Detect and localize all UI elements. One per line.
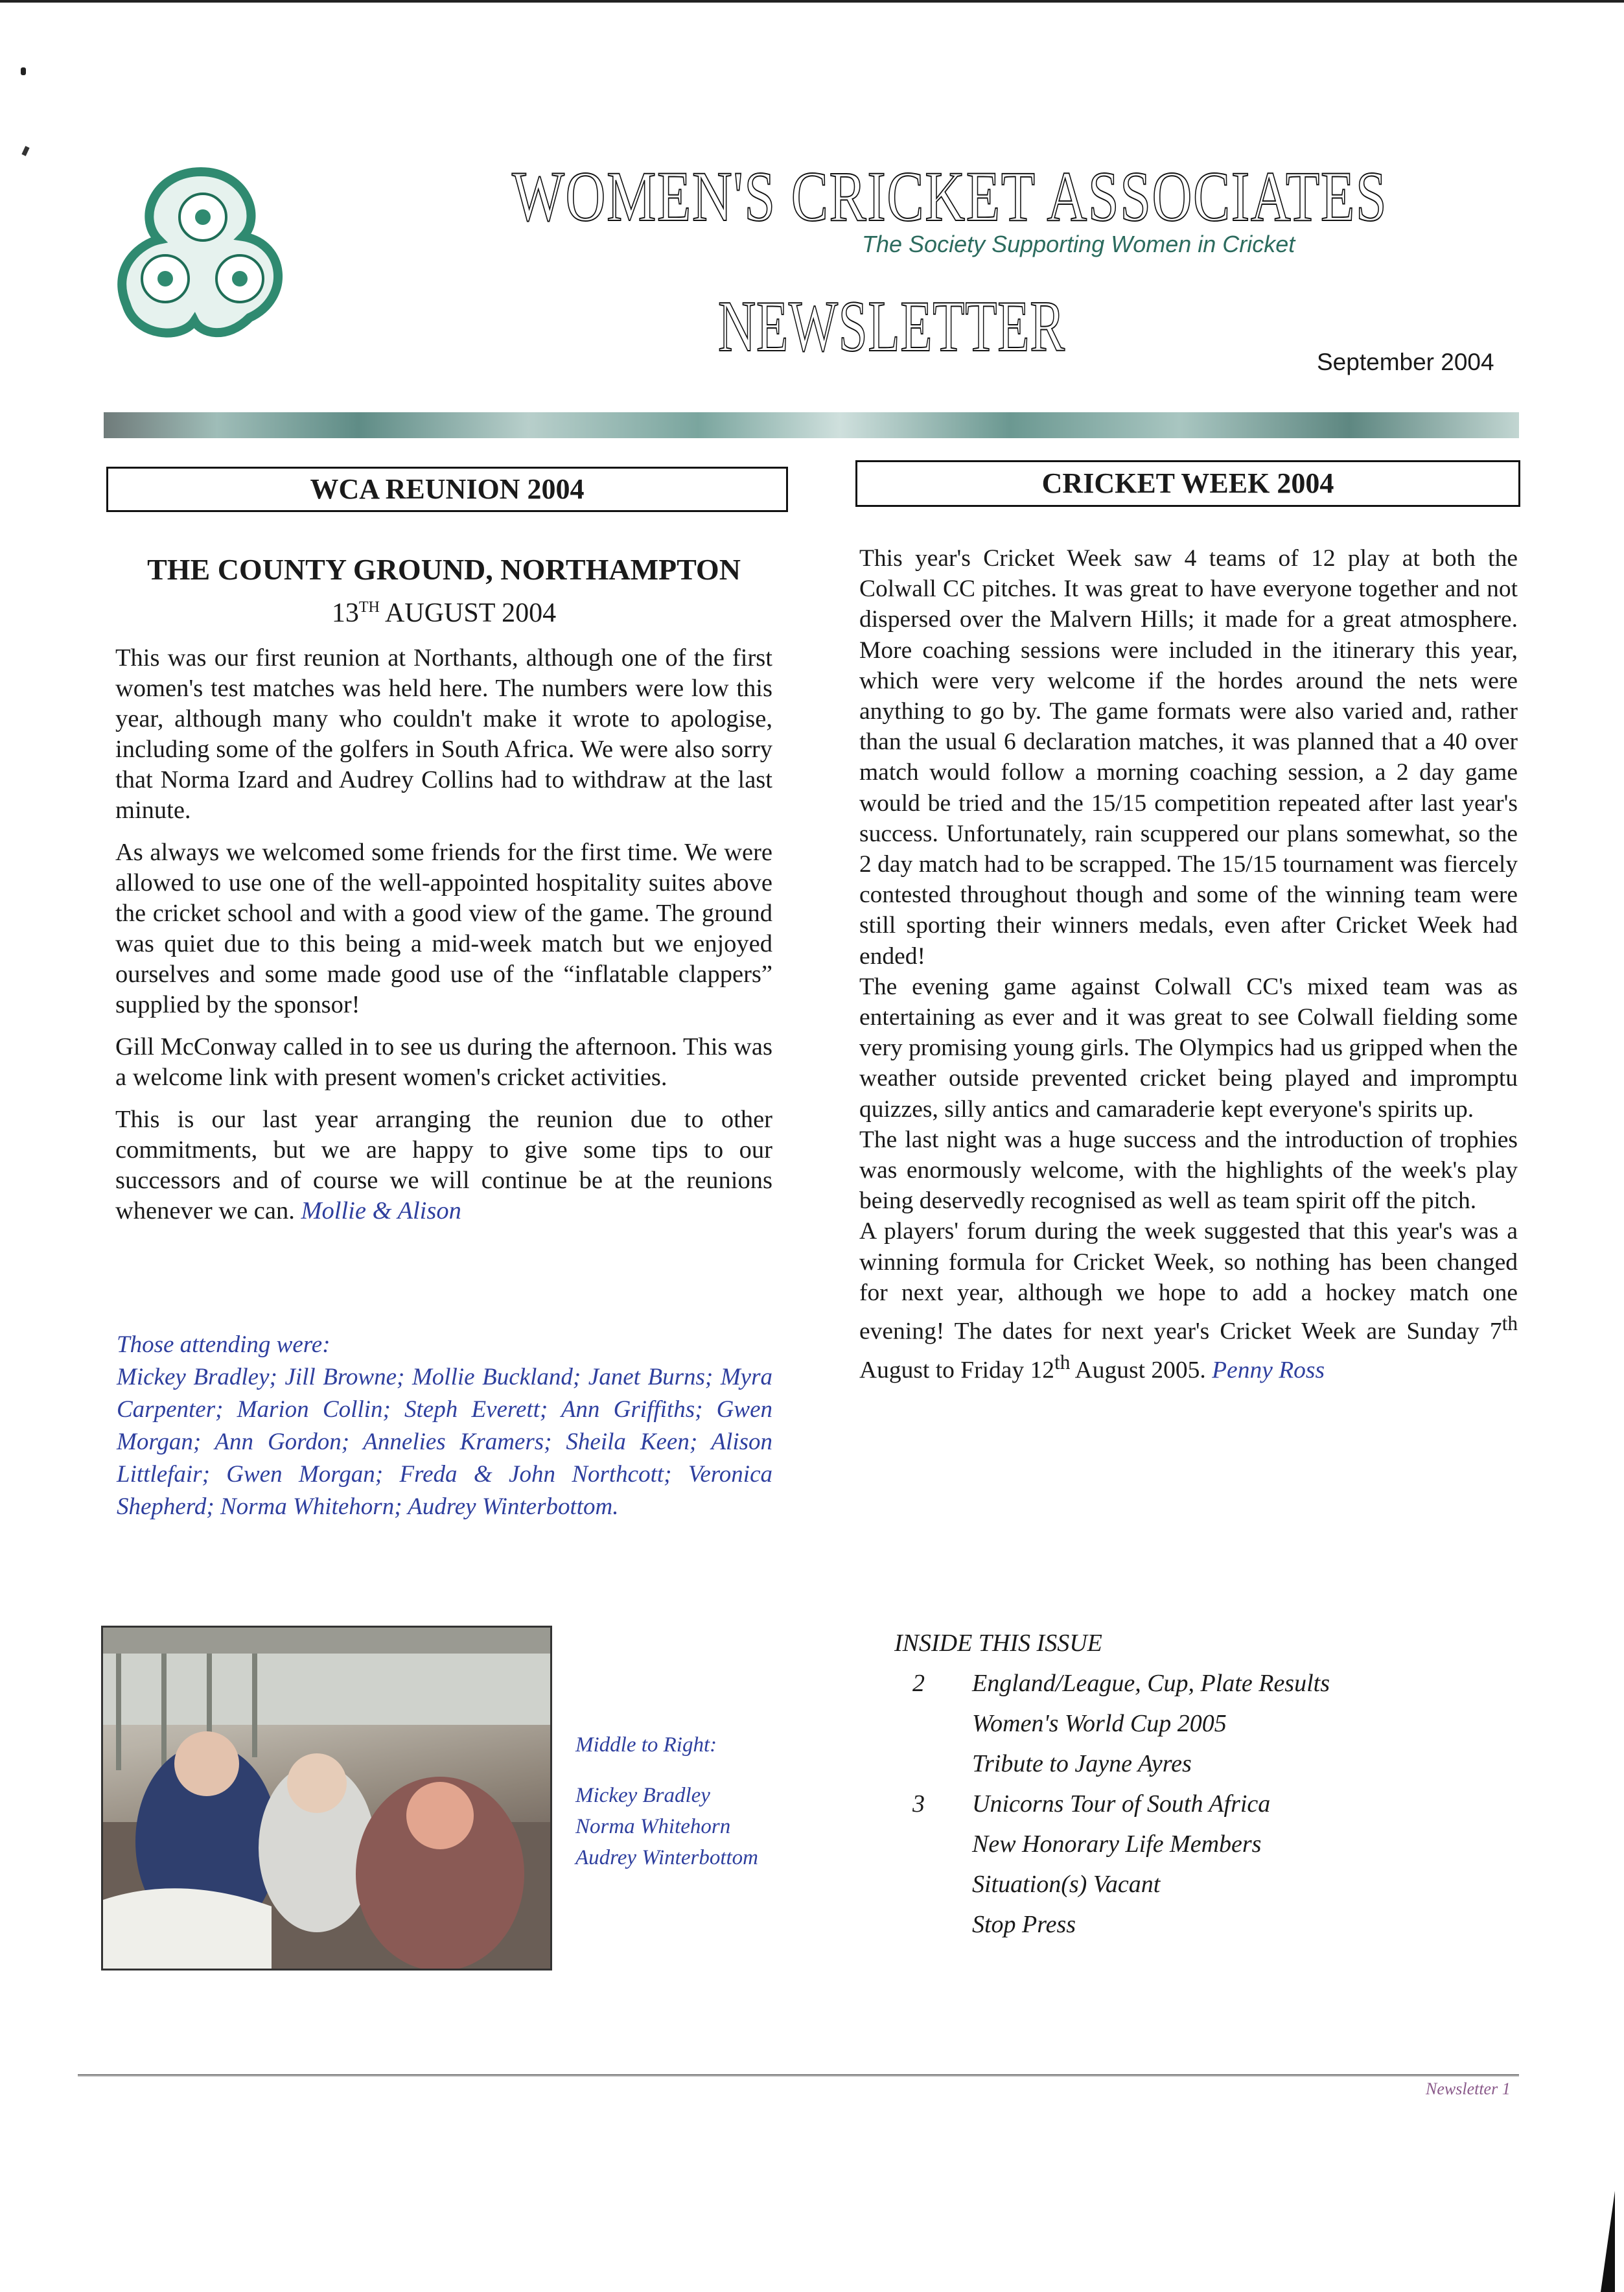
scan-edge bbox=[1601, 2191, 1615, 2292]
decorative-band bbox=[104, 412, 1519, 438]
paragraph: This was our first reunion at Northants, although one of the first women's test matches was held here. The numbers were low this year, although many who couldn't make it wrote to apologise, including some of the golfers in South Africa. We were also sorry that Norma Izard and Audrey Collins had to withdraw at the last minute. bbox=[115, 644, 772, 824]
tagline: The Society Supporting Women in Cricket bbox=[862, 231, 1295, 257]
toc-row: New Honorary Life Members bbox=[972, 1830, 1262, 1858]
cricket-week-article bbox=[859, 543, 1518, 1385]
toc-row: Tribute to Jayne Ayres bbox=[972, 1750, 1192, 1777]
footer-rule bbox=[78, 2074, 1519, 2079]
paragraph: As always we welcomed some friends for the first time. We were allowed to use one of the well-appointed hospitality suites above the cricket school and with a good view of the game. The ground was quiet due to this being a mid-week match but we enjoyed ourselves and some made good use of the “inflatable clappers” supplied by the sponsor! bbox=[115, 839, 772, 1018]
paragraph: The last night was a huge success and the introduction of trophies was enormously welcome, with the highlights of the week's play being deservedly recognised as well as team spirit off the pitch. bbox=[859, 1126, 1518, 1215]
toc-row: 3 Unicorns Tour of South Africa bbox=[912, 1790, 1271, 1818]
caption-label: Middle to Right: bbox=[575, 1733, 717, 1757]
signature: Penny Ross bbox=[1212, 1357, 1325, 1384]
paragraph: This is our last year arranging the reunion due to other commitments, but we are happy to give some tips to our successors and of course we will continue be at the reunions whenever we can. Mollie & Alison bbox=[115, 1106, 772, 1224]
reunion-photo bbox=[101, 1626, 552, 1970]
caption-name: Mickey Bradley bbox=[575, 1784, 710, 1807]
toc-title: INSIDE THIS ISSUE bbox=[894, 1630, 1102, 1657]
scan-speck bbox=[21, 146, 29, 156]
rose-logo-icon bbox=[97, 146, 305, 353]
attendees-names: Mickey Bradley; Jill Browne; Mollie Buckland; Janet Burns; Myra Carpenter; Marion Collin; Steph Everett; Ann Griffiths; Gwen Morgan; Ann Gordon; Annelies Kramers; Sheila Keen; Alison Littlefair; Gwen Morgan; Freda & John Northcott; Veronica Shepherd; Norma Whitehorn; Audrey Winterbottom. bbox=[117, 1364, 772, 1520]
attendees-label: Those attending were: bbox=[117, 1331, 331, 1358]
reunion-article bbox=[115, 643, 772, 1238]
paragraph: This year's Cricket Week saw 4 teams of 12 play at both the Colwall CC pitches. It was great to have everyone together and not dispersed over the Malvern Hills; it made for a great atmosphere. More coaching sessions were included in the itinerary this year, which were very welcome if the hordes around the nets were anything to go by. The game formats were also varied and, rather than the usual 6 declaration matches, it was planned that a 40 over match would follow a morning coaching session, a 2 day game would be tried and the 15/15 competition repeated after last year's success. Unfortunately, rain scuppered our plans somewhat, so the 2 day match had to be scrapped. The 15/15 tournament was fiercely contested throughout though and some of the winning team were still sporting their winners medals, even after Cricket Week had ended! bbox=[859, 545, 1518, 970]
spectators-image bbox=[103, 1628, 550, 1969]
paragraph: Gill McConway called in to see us during the afternoon. This was a welcome link with present women's cricket activities. bbox=[115, 1033, 772, 1091]
venue-subheading: THE COUNTY GROUND, NORTHAMPTON bbox=[147, 553, 741, 586]
scan-speck bbox=[21, 67, 26, 75]
paragraph: A players' forum during the week suggested that this year's was a winning formula for Cricket Week, so nothing has been changed for next year, although we hope to add a hockey match one evening! The dates for next year's Cricket Week are Sunday 7th August to Friday 12th August 2005. Penny Ross bbox=[859, 1218, 1518, 1384]
reunion-date: 13TH AUGUST 2004 bbox=[331, 598, 557, 628]
signature: Mollie & Alison bbox=[301, 1197, 461, 1224]
issue-date: September 2004 bbox=[1317, 349, 1494, 375]
organisation-name: WOMEN'S CRICKET ASSOCIATES bbox=[512, 157, 1388, 236]
toc-row: Women's World Cup 2005 bbox=[972, 1710, 1227, 1737]
caption-name: Norma Whitehorn bbox=[575, 1815, 731, 1838]
toc-row: 2 England/League, Cup, Plate Results bbox=[912, 1670, 1330, 1697]
inside-this-issue bbox=[894, 1623, 1426, 1945]
footer-page-label: Newsletter 1 bbox=[1426, 2079, 1511, 2098]
caption-name: Audrey Winterbottom bbox=[575, 1846, 758, 1869]
cricket-week-heading: CRICKET WEEK 2004 bbox=[855, 460, 1520, 507]
reunion-heading: WCA REUNION 2004 bbox=[106, 467, 788, 512]
newsletter-title: NEWSLETTER bbox=[718, 286, 1065, 367]
top-rule bbox=[0, 0, 1624, 3]
photo-caption bbox=[575, 1729, 796, 1873]
toc-row: Situation(s) Vacant bbox=[972, 1871, 1161, 1898]
toc-row: Stop Press bbox=[972, 1911, 1076, 1938]
attendees-list bbox=[117, 1329, 772, 1523]
paragraph: The evening game against Colwall CC's mixed team was as entertaining as ever and it was great to see Colwall fielding some very promising young girls. The Olympics had us gripped when the weather outside prevented cricket being played and impromptu quizzes, silly antics and camaraderie kept everyone's spirits up. bbox=[859, 973, 1518, 1123]
